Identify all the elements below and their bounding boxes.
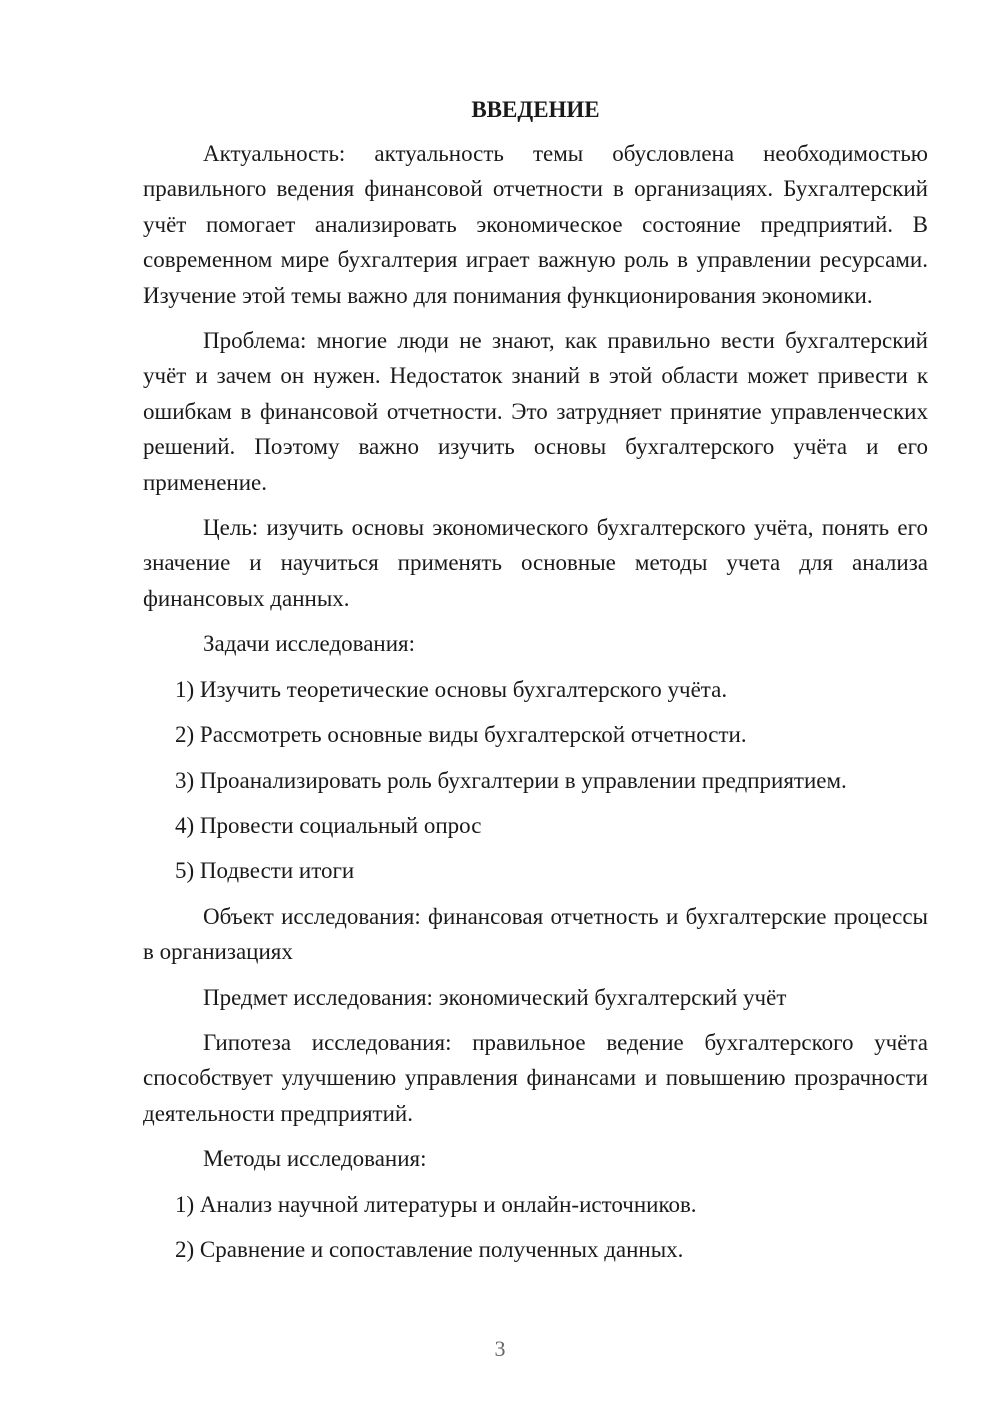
task-item: 1) Изучить теоретические основы бухгалтерского учёта. [175,676,728,702]
task-item: 2) Рассмотреть основные виды бухгалтерской отчетности. [175,722,747,748]
task-item: 4) Провести социальный опрос [175,812,482,838]
page-content [143,96,928,1277]
section-title: ВВЕДЕНИЕ [471,97,600,122]
relevance-paragraph: Актуальность: актуальность темы обусловлена необходимостью правильного ведения финансовой отчетности в организациях. Бухгалтерский учёт помогает анализировать экономическое состояние предприятий. В современном мире бухгалтерия играет важную роль в управлении ресурсами. Изучение этой темы важно для понимания функционирования экономики. [143,141,928,308]
hypothesis-paragraph: Гипотеза исследования: правильное ведение бухгалтерского учёта способствует улучшению управления финансами и повышению прозрачности деятельности предприятий. [143,1029,928,1126]
method-item: 1) Анализ научной литературы и онлайн-источников. [175,1191,697,1217]
tasks-heading: Задачи исследования: [203,631,416,657]
task-item: 5) Подвести итоги [175,858,355,884]
goal-paragraph: Цель: изучить основы экономического бухгалтерского учёта, понять его значение и научиться применять основные методы учета для анализа финансовых данных. [143,515,928,611]
object-paragraph: Объект исследования: финансовая отчетность и бухгалтерские процессы в организациях [143,903,928,965]
problem-paragraph: Проблема: многие люди не знают, как правильно вести бухгалтерский учёт и зачем он нужен. Недостаток знаний в этой области может привести к ошибкам в финансовой отчетности. Это затрудняет принятие управленческих решений. Поэтому важно изучить основы бухгалтерского учёта и его применение. [143,328,928,495]
page-number: 3 [494,1336,506,1361]
subject-paragraph: Предмет исследования: экономический бухгалтерский учёт [203,984,787,1010]
task-item: 3) Проанализировать роль бухгалтерии в управлении предприятием. [175,767,847,793]
method-item: 2) Сравнение и сопоставление полученных данных. [175,1236,684,1262]
methods-heading: Методы исследования: [203,1146,427,1172]
